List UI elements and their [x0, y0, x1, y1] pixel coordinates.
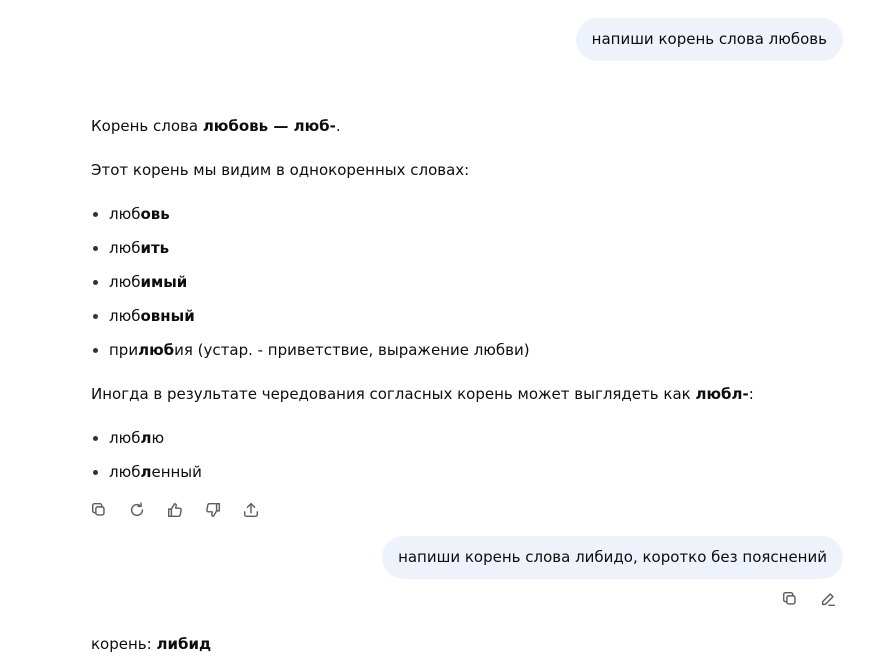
- answer-paragraph-3: [91, 383, 754, 405]
- bold-span: ить: [140, 239, 170, 257]
- list-item: [91, 427, 202, 449]
- text-span: енный: [151, 463, 202, 481]
- assistant-actions: [89, 500, 261, 520]
- bold-span: либид: [156, 635, 212, 653]
- bold-span: любл-: [695, 385, 749, 403]
- regenerate-icon[interactable]: [127, 500, 147, 520]
- list-item: [91, 271, 530, 293]
- text-span: ю: [151, 429, 165, 447]
- text-span: Иногда в результате чередования согласных корень может выглядеть как: [91, 385, 696, 403]
- list-item: [91, 339, 530, 361]
- copy-icon[interactable]: [780, 589, 800, 609]
- assistant-message-2: [91, 633, 211, 655]
- list-item: [91, 305, 530, 327]
- user-message-bubble: [576, 18, 843, 61]
- thumbs-up-icon[interactable]: [165, 500, 185, 520]
- text-span: .: [335, 117, 341, 135]
- bold-span: овь: [140, 205, 170, 223]
- user-message-text: напиши корень слова любовь: [591, 30, 827, 48]
- text-span: корень:: [91, 635, 157, 653]
- word-list-alternation: [91, 427, 202, 495]
- user-message-bubble: [382, 536, 843, 579]
- word-list: [91, 203, 530, 373]
- list-item: [91, 203, 530, 225]
- copy-icon[interactable]: [89, 500, 109, 520]
- text-span: при: [109, 341, 139, 359]
- user-message-actions: [780, 589, 838, 609]
- text-span: люб: [109, 307, 141, 325]
- edit-icon[interactable]: [818, 589, 838, 609]
- text-span: :: [748, 385, 754, 403]
- bold-span: л: [140, 429, 152, 447]
- text-span: люб: [109, 205, 141, 223]
- text-span: люб: [109, 429, 141, 447]
- list-item: [91, 237, 530, 259]
- thumbs-down-icon[interactable]: [203, 500, 223, 520]
- bold-span: л: [140, 463, 152, 481]
- text-span: ия (устар. - приветствие, выражение любви): [174, 341, 530, 359]
- user-message-text: напиши корень слова либидо, коротко без пояснений: [398, 548, 827, 566]
- list-item: [91, 461, 202, 483]
- bold-span: люб: [138, 341, 175, 359]
- text-span: люб: [109, 239, 141, 257]
- text-span: люб: [109, 273, 141, 291]
- share-icon[interactable]: [241, 500, 261, 520]
- answer-paragraph-1: [91, 115, 341, 137]
- answer-paragraph-2: Этот корень мы видим в однокоренных словах:: [91, 161, 470, 179]
- bold-span: любовь — люб-: [202, 117, 336, 135]
- bold-span: имый: [140, 273, 188, 291]
- text-span: Корень слова: [91, 117, 203, 135]
- bold-span: овный: [140, 307, 195, 325]
- text-span: люб: [109, 463, 141, 481]
